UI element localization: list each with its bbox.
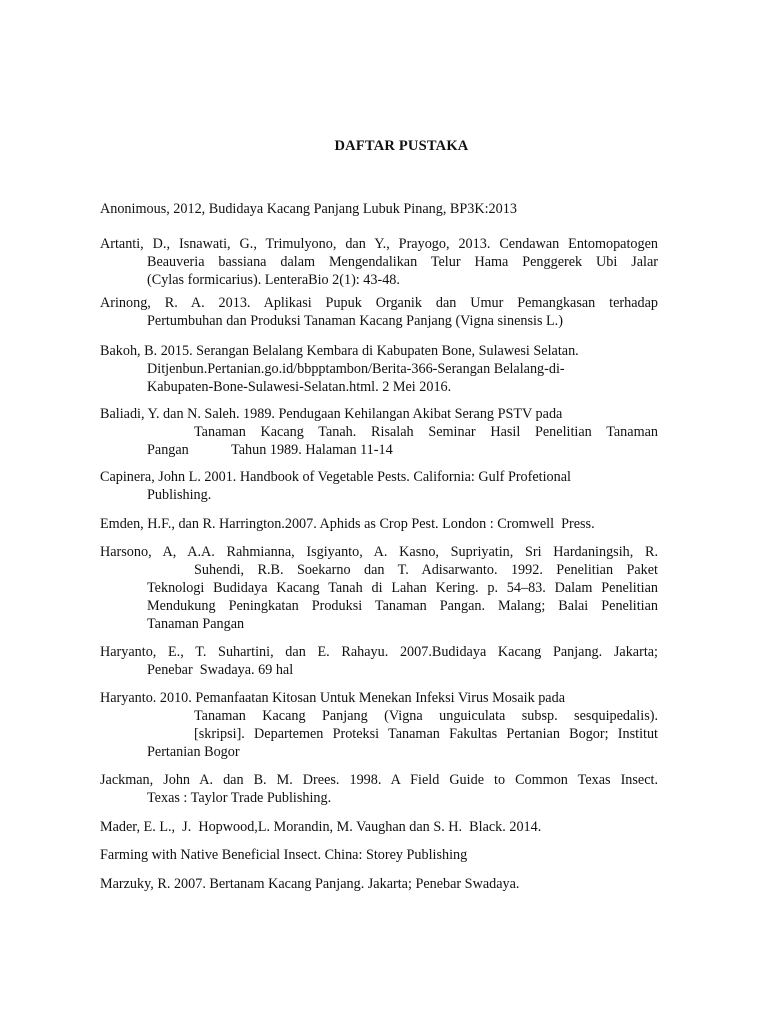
reference-line: Pertumbuhan dan Produksi Tanaman Kacang Panjang (Vigna sinensis L.) — [147, 313, 563, 329]
reference-entry — [100, 342, 658, 396]
reference-line: Haryanto, E., T. Suhartini, dan E. Rahayu. 2007.Budidaya Kacang Panjang. Jakarta; — [100, 644, 658, 660]
reference-line: Tanaman Kacang Tanah. Risalah Seminar Hasil Penelitian Tanaman — [194, 424, 658, 440]
reference-entry — [100, 235, 658, 289]
reference-entry — [100, 200, 658, 218]
reference-line: Kabupaten-Bone-Sulawesi-Selatan.html. 2 Mei 2016. — [147, 379, 452, 395]
reference-line: Pertanian Bogor — [147, 744, 240, 760]
reference-line: Arinong, R. A. 2013. Aplikasi Pupuk Organik dan Umur Pemangkasan terhadap — [100, 295, 658, 311]
reference-line: Tanaman Pangan — [147, 616, 245, 632]
reference-line: Anonimous, 2012, Budidaya Kacang Panjang Lubuk Pinang, BP3K:2013 — [100, 201, 517, 217]
reference-entry — [100, 294, 658, 330]
reference-entry — [100, 515, 658, 533]
reference-entry — [100, 875, 658, 893]
reference-line: Texas : Taylor Trade Publishing. — [147, 790, 332, 806]
reference-entry — [100, 846, 658, 864]
reference-entry — [100, 405, 658, 459]
reference-entry — [100, 643, 658, 679]
reference-line: Teknologi Budidaya Kacang Tanah di Lahan Kering. p. 54–83. Dalam Penelitian — [147, 580, 658, 596]
reference-line: Pangan Tahun 1989. Halaman 11-14 — [147, 442, 393, 458]
reference-line: Mendukung Peningkatan Produksi Tanaman Pangan. Malang; Balai Penelitian — [147, 598, 658, 614]
reference-entry — [100, 771, 658, 807]
reference-line: (Cylas formicarius). LenteraBio 2(1): 43-48. — [147, 272, 400, 288]
reference-line: [skripsi]. Departemen Proteksi Tanaman Fakultas Pertanian Bogor; Institut — [194, 726, 658, 742]
reference-line: Suhendi, R.B. Soekarno dan T. Adisarwanto. 1992. Penelitian Paket — [194, 562, 658, 578]
reference-line: Penebar Swadaya. 69 hal — [147, 662, 294, 678]
reference-line: Baliadi, Y. dan N. Saleh. 1989. Pendugaan Kehilangan Akibat Serang PSTV pada — [100, 406, 563, 422]
reference-line: Publishing. — [147, 487, 212, 503]
reference-line: Haryanto. 2010. Pemanfaatan Kitosan Untuk Menekan Infeksi Virus Mosaik pada — [100, 690, 565, 706]
reference-entry — [100, 543, 658, 633]
reference-line: Mader, E. L., J. Hopwood,L. Morandin, M. Vaughan dan S. H. Black. 2014. — [100, 819, 542, 835]
reference-line: Bakoh, B. 2015. Serangan Belalang Kembara di Kabupaten Bone, Sulawesi Selatan. — [100, 343, 579, 359]
reference-entry — [100, 818, 658, 836]
reference-line: Capinera, John L. 2001. Handbook of Vegetable Pests. California: Gulf Profetional — [100, 469, 571, 485]
reference-line: Marzuky, R. 2007. Bertanam Kacang Panjang. Jakarta; Penebar Swadaya. — [100, 876, 520, 892]
reference-line: Jackman, John A. dan B. M. Drees. 1998. A Field Guide to Common Texas Insect. — [100, 772, 658, 788]
reference-line: Ditjenbun.Pertanian.go.id/bbpptambon/Berita-366-Serangan Belalang-di- — [147, 361, 565, 377]
reference-line: Farming with Native Beneficial Insect. China: Storey Publishing — [100, 847, 468, 863]
reference-entry — [100, 689, 658, 761]
reference-line: Tanaman Kacang Panjang (Vigna unguiculata subsp. sesquipedalis). — [194, 708, 658, 724]
page-title: DAFTAR PUSTAKA — [334, 138, 469, 154]
reference-entry — [100, 468, 658, 504]
reference-line: Harsono, A, A.A. Rahmianna, Isgiyanto, A. Kasno, Supriyatin, Sri Hardaningsih, R. — [100, 544, 658, 560]
reference-line: Artanti, D., Isnawati, G., Trimulyono, dan Y., Prayogo, 2013. Cendawan Entomopatogen — [100, 236, 658, 252]
reference-line: Beauveria bassiana dalam Mengendalikan Telur Hama Penggerek Ubi Jalar — [147, 254, 658, 270]
reference-line: Emden, H.F., dan R. Harrington.2007. Aphids as Crop Pest. London : Cromwell Press. — [100, 516, 595, 532]
